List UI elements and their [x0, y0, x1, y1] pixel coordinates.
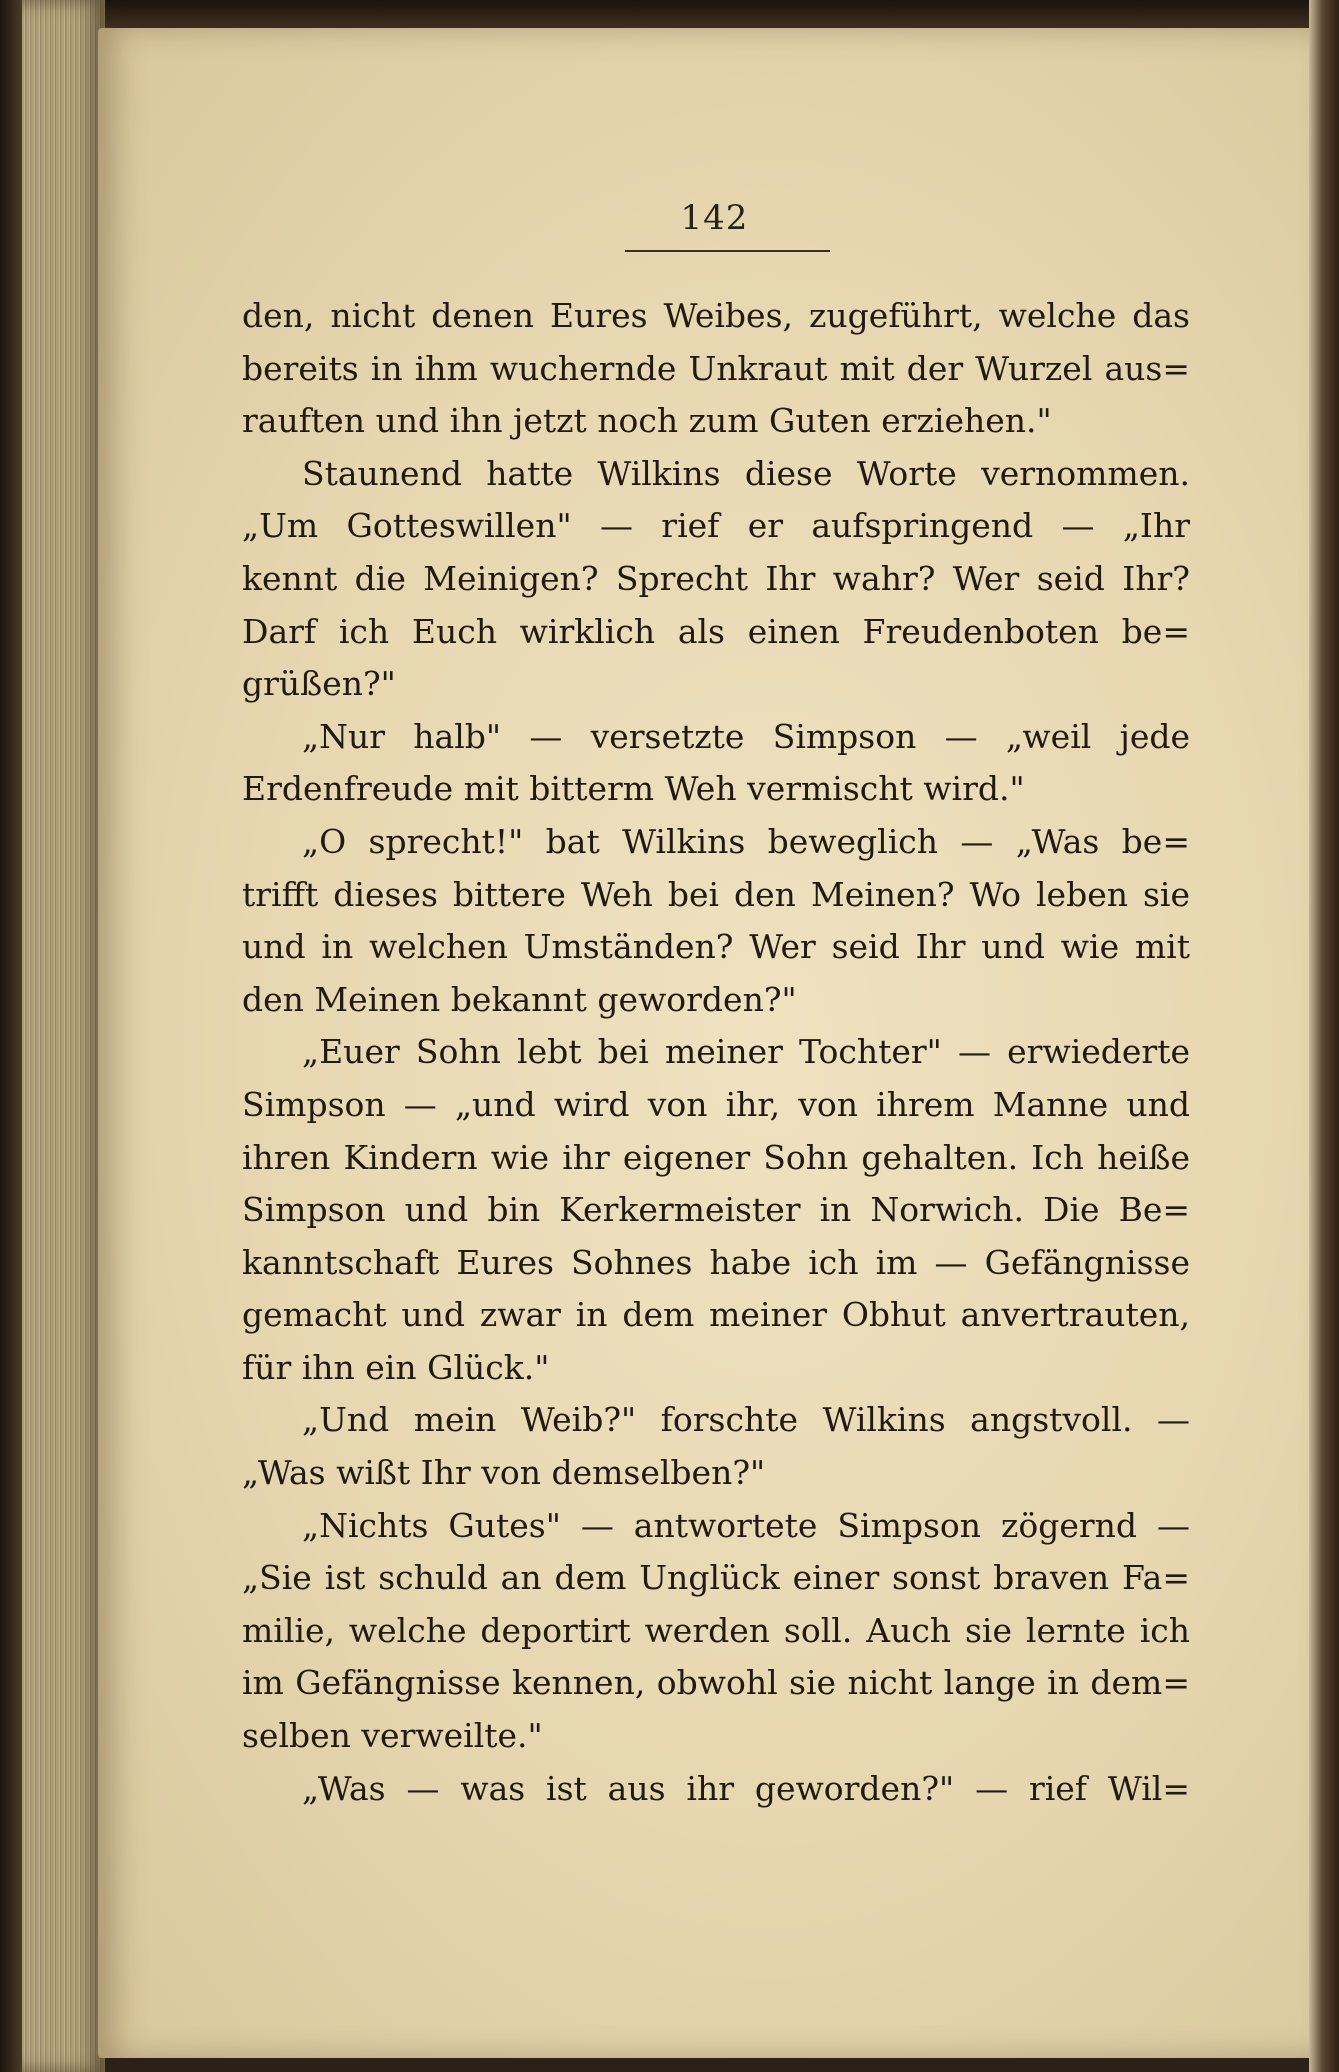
text-line: „Und mein Weib?" forschte Wilkins angstvoll. — — [302, 1400, 1190, 1440]
text-line: Staunend hatte Wilkins diese Worte vernommen. — [302, 453, 1190, 493]
text-line: für ihn ein Glück." — [242, 1347, 550, 1387]
book-binding — [0, 0, 22, 2072]
text-line: selben verweilte." — [242, 1716, 543, 1756]
text-line: „Um Gotteswillen" — rief er aufspringend — „Ihr — [242, 506, 1190, 546]
text-line: kanntschaft Eures Sohnes habe ich im — Gefängnisse — [242, 1242, 1190, 1282]
text-line: Erdenfreude mit bitterm Weh vermischt wird." — [242, 769, 1025, 809]
text-line: „Was — was ist aus ihr geworden?" — rief Wil= — [302, 1768, 1190, 1808]
text-line: rauften und ihn jetzt noch zum Guten erziehen." — [242, 401, 1052, 441]
text-line: ihren Kindern wie ihr eigener Sohn gehalten. Ich heiße — [242, 1137, 1190, 1177]
text-line: Darf ich Euch wirklich als einen Freudenboten be= — [242, 611, 1190, 651]
text-line: den Meinen bekannt geworden?" — [242, 979, 797, 1019]
text-line: milie, welche deportirt werden soll. Auch sie lernte ich — [242, 1610, 1190, 1650]
text-line: trifft dieses bittere Weh bei den Meinen? Wo leben sie — [242, 874, 1190, 914]
text-line: „O sprecht!" bat Wilkins beweglich — „Was be= — [302, 821, 1190, 861]
text-line: „Nichts Gutes" — antwortete Simpson zögernd — — [302, 1505, 1190, 1545]
page-body-text — [242, 290, 1190, 1815]
text-line: grüßen?" — [242, 664, 396, 704]
text-line: Simpson und bin Kerkermeister in Norwich. Die Be= — [242, 1190, 1190, 1230]
text-line: Simpson — „und wird von ihr, von ihrem Manne und — [242, 1084, 1190, 1124]
header-rule — [625, 250, 830, 252]
text-line: „Sie ist schuld an dem Unglück einer sonst braven Fa= — [242, 1558, 1190, 1598]
text-line: kennt die Meinigen? Sprecht Ihr wahr? Wer seid Ihr? — [242, 558, 1190, 598]
text-line: „Euer Sohn lebt bei meiner Tochter" — erwiederte — [302, 1032, 1190, 1072]
book-right-edge — [1309, 0, 1339, 2072]
text-line: im Gefängnisse kennen, obwohl sie nicht lange in dem= — [242, 1663, 1190, 1703]
page-number: 142 — [680, 198, 749, 238]
text-line: „Nur halb" — versetzte Simpson — „weil jede — [302, 716, 1190, 756]
text-line: bereits in ihm wuchernde Unkraut mit der Wurzel aus= — [242, 348, 1190, 388]
text-line: gemacht und zwar in dem meiner Obhut anvertrauten, — [242, 1295, 1190, 1335]
text-line: den, nicht denen Eures Weibes, zugeführt, welche das — [242, 296, 1190, 335]
text-line: und in welchen Umständen? Wer seid Ihr und wie mit — [242, 927, 1190, 967]
text-line: „Was wißt Ihr von demselben?" — [242, 1453, 766, 1493]
